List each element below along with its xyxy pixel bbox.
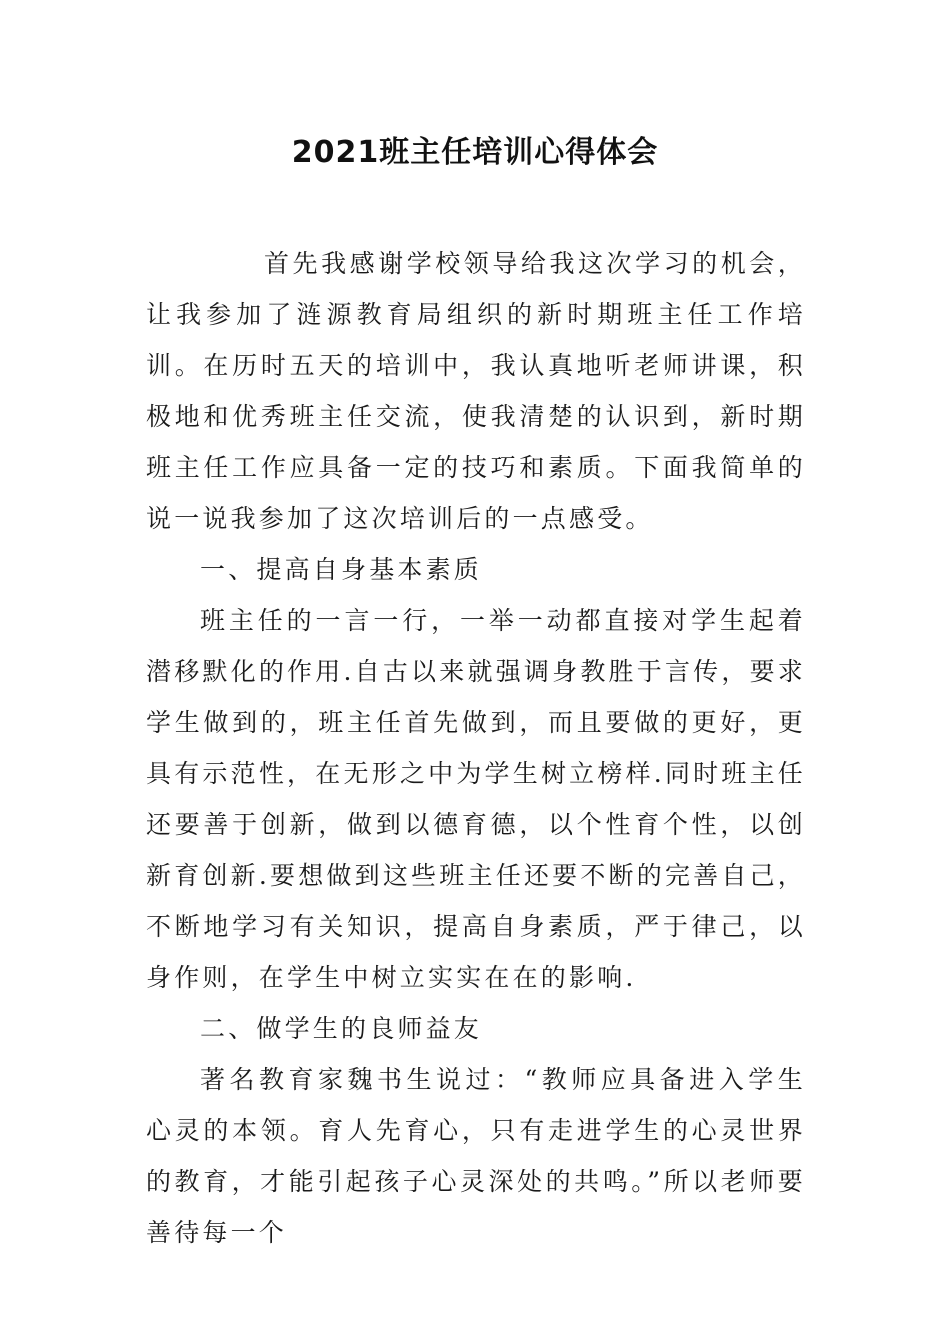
document-body (146, 238, 806, 1258)
section-paragraph-2: 著名教育家魏书生说过：“教师应具备进入学生心灵的本领。育人先育心，只有走进学生的心灵世界的教育，才能引起孩子心灵深处的共鸣。”所以老师要善待每一个 (146, 1065, 806, 1247)
document-title: 2021班主任培训心得体会 (291, 135, 659, 170)
intro-paragraph: 首先我感谢学校领导给我这次学习的机会，让我参加了涟源教育局组织的新时期班主任工作培训。在历时五天的培训中，我认真地听老师讲课，积极地和优秀班主任交流，使我清楚的认识到，新时期班主任工作应具备一定的技巧和素质。下面我简单的说一说我参加了这次培训后的一点感受。 (146, 249, 806, 533)
section-heading-1: 一、提高自身基本素质 (200, 555, 483, 584)
section-heading-2: 二、做学生的良师益友 (200, 1014, 483, 1043)
section-paragraph-1: 班主任的一言一行，一举一动都直接对学生起着潜移默化的作用.自古以来就强调身教胜于言传，要求学生做到的，班主任首先做到，而且要做的更好，更具有示范性，在无形之中为学生树立榜样.同时班主任还要善于创新，做到以德育德，以个性育个性，以创新育创新.要想做到这些班主任还要不断的完善自己，不断地学习有关知识，提高自身素质，严于律己，以身作则，在学生中树立实实在在的影响. (146, 606, 806, 992)
